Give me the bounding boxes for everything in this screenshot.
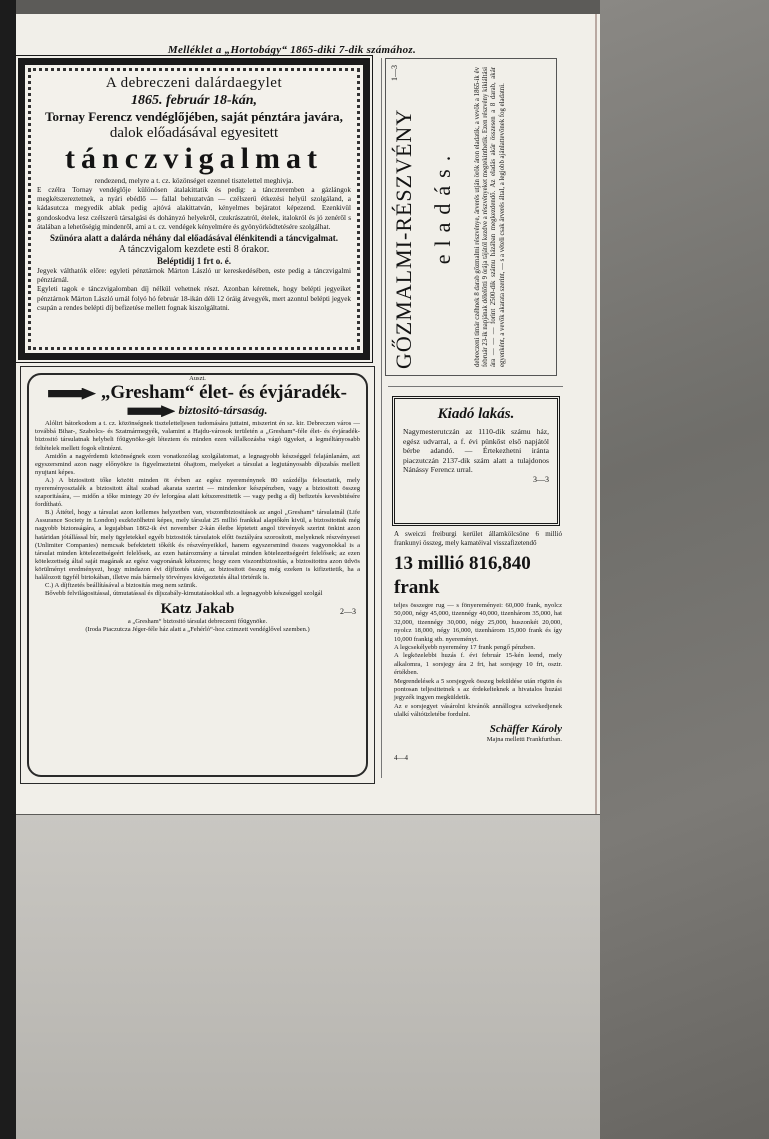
dalarda-paragraph-3: Egyleti tagok e tánczvigalomban díj nélkül vehetnek részt. Azonban kéretnek, hogy belépti jegyeiket pénztárnok Márton László urnál folyó hó február 18-ikán déli 12 óráig átvegyék, mert azontul belépti jegyek csupán a rendes belépti díj befizetése mellett fognak kiszolgáltatni. — [37, 285, 351, 313]
gresham-subtitle: biztositó-társaság. — [178, 403, 268, 417]
gozmalmi-ad — [385, 58, 557, 376]
scan-background — [600, 0, 769, 1139]
gresham-paragraph-6: Bővebb felvilágositással, útmutatással és díjszabály-kimutatásokkal stb. a legnagyobb készséggel szolgál — [45, 590, 323, 598]
sorsjegy-signature: Schäffer Károly — [489, 722, 562, 735]
sorsjegy-min-prize: A legcsekélyebb nyeremény 17 frank pengő pénzben. — [394, 644, 536, 652]
gresham-title: „Gresham“ élet- és évjáradék- — [100, 382, 347, 403]
gresham-issue-number: 2—3 — [340, 607, 356, 617]
gresham-ad — [20, 366, 375, 784]
kiado-lakas-ad — [392, 396, 560, 526]
gozmalmi-title: GŐZMALMI-RÉSZVÉNY — [391, 108, 416, 369]
sorsjegy-draw: A legközelebbi huzás f. évi február 15-kén leend, mely alkalomra, 1 sorsjegy ára 2 frt, hat sorsjegy 10 frt, osztr. értékben. — [394, 652, 562, 677]
gresham-body — [35, 420, 360, 598]
gresham-paragraph-3: A.) A biztositott tőke között minden öt évben az egész nyereménynek 80 százdélja felosztatik, mely nyereményosztalék a biztositott által szabad akarata szerint — mindenkor készpénzben, vagy a biztositott összeg szaporitására, — midőn a tőke mintegy 20 év leforgása alatt kétszeresittetik — vagy pedig a díj befizetés kevesbitésére fordítható. — [35, 476, 360, 509]
sorsjegy-address: Majna melletti Frankfurtban. — [486, 735, 562, 743]
lakas-title: Kiadó lakás. — [437, 406, 515, 422]
dalarda-paragraph-2: Jegyek válthatók előre: egyleti pénztárnok Márton László ur kereskedésében, este pedig a tánczvigalmi pénztárnál. — [37, 266, 351, 285]
sorsjegy-headline: 13 millió 816,840 frank — [394, 553, 531, 598]
sorsjegy-intro: A sweiczi freiburgi kerület államkölcsöne 6 millió frankunyi összeg, mely kamatéival visszafizetendő — [394, 530, 562, 547]
sorsjegy-orders: Megrendelések a 5 sorsjegyek összeg beküldése után rögtön és pontosan teljesittetnek s az érdekelteknek a hivatalos huzási jegyzék ingyen megküldetik. — [394, 677, 562, 702]
gresham-role: a „Gresham“ biztositó társulat debreczeni főügynöke. — [127, 618, 268, 626]
scan-left-edge — [0, 0, 16, 1139]
gresham-paragraph-1: Alólirt bátorkodom a t. cz. közönségnek tiszteletteljesen tudomására juttatni, miszerint én sz. kir. Debreczen város — továbbá Bihar-, Szabolcs- és Szatmármegyék, valamint a Hajdu-városok területén a „Gresham“-féle élet- és évjáradék-biztositó társulatnak helybeli főügynöke-gét léteztem és minden ezen vállalkozásba vágó ügyeket, a legméltányosabb feltételek mellett fogok elintézni. — [35, 420, 360, 452]
dalarda-date: 1865. február 18-kán, — [130, 93, 257, 108]
gozmalmi-subtitle: eladás. — [430, 147, 455, 265]
gresham-kicker: Auszt. — [189, 375, 206, 382]
gresham-paragraph-2: Amidőn a nagyérdemü közönségnek ezen vonatkozólag szolgálatomat, a legnagyobb készséggel felajánlanám, azt egyszersmind azon nagy előnyökre is figyelmeztetni óhajtom, melyeket a társulat a legjutányosabb díjszabás mellett nyujtani képes. — [35, 452, 360, 476]
scan-bottom-area — [16, 815, 600, 1139]
sorsjegy-ad — [394, 530, 562, 770]
dalarda-line-4: dalok előadásával egyesitett — [109, 125, 279, 141]
dalarda-entry-fee: Beléptidij 1 frt o. é. — [157, 255, 231, 266]
dalarda-venue: Tornay Ferencz vendéglőjében, saját pénztára javára, — [45, 109, 343, 124]
gresham-paragraph-4: B.) Áttétel, hogy a társulat azon kellemes helyzetben van, viszontbiztositások az angol „Gresham“ társulatnál (Life Assurance Society in London) eszközölhetni képes, mely társulat 25 millió frankkal alaptőkén kivül, a biztositottak még nagyobb biztonságára, a legujabban 1862-ik évi november 2-kán életbe léptetett angol törvények szerint önkint azon határidan jótállással bír, mely ügyletekkel egyéb biztositók társulatok előtt ösztályára szorosított, melyeknek részvényesei (Unlimiter Companies) nemcsak befektetett tőkéik és részvényeikkel, hanem egyszersmind összes vagyonokkal is a társulat minden kötelezettségeért felelősek, az ezen határozmány a társulat minden kötelezettségeért felelősek; az ezen kötelezettség által saját magának az egész vagyonának kétszeres; hogy ezen viszontbiztositás, a biztositottra azon üdvös körülményt eredményezi, hogy mindazon évi díjfizetés után, az biztositott összeg még ezeken is kifizettetik, ha a halálozott ügyfél birtokában, illetve más bármely törvényes kivégeztetés által történik is. — [35, 509, 360, 582]
dalarda-line-1: A debreczeni dalárdaegylet — [105, 75, 283, 91]
dalarda-invite: rendezend, melyre a t. cz. közönséget ezennel tisztelettel meghivja. — [94, 176, 294, 185]
page-header: Melléklet a „Hortobágy“ 1865-diki 7-dik számához. — [167, 44, 417, 56]
pointing-hand-icon — [48, 388, 96, 400]
sorsjegy-prizes: teljes összegre rug — s fönyereményei: 60,000 frank, nyolcz 50,000, négy 45,000, tizennégy 40,000, tizenhárom 35,000, hat 32,000, tizennégy 30,000, négy 25,000, huszonkét 20,000, nyolcz 18,000, négy 16,000, tizenhárom 15,000 frank és így 10,000 frankig stb. nyereményt. — [394, 602, 562, 643]
lakas-issue-number: 3—3 — [533, 474, 549, 484]
gozmalmi-issue-number: 1—3 — [390, 65, 399, 81]
dalarda-paragraph-1: E czélra Tornay vendéglője különösen átalakittatik és pedig: a tánczteremben a gázlángok megkétszereztetnek, a nyári ebédlő — fallal behuzatván — czélszerü étkezési helyül szolgáland, a kádasutcza megyedik ablak pedig ajtóvá alakittatván, kényelmes bejáratot képezend. Ezenkivül gondoskodva lesz czélszerü társalgási és dohányzó helyekről, czukrászatról, ételek, italokról és jó zenéről s átalában a lehetőségig mindenről, ami a t. cz. vendégek kényelmére és gyönyörködtetésére szolgálhat. — [37, 185, 351, 232]
sorsjegy-issue-number: 4—4 — [394, 754, 408, 762]
pointing-hand-icon — [127, 405, 175, 417]
gresham-address: (Iroda Piaczutcza Jéger-féle ház alatt a „Fehérló“-hoz czimzett vendéglővel szemben.) — [85, 626, 310, 634]
section-rule — [388, 386, 563, 387]
dalarda-intermission: Szünóra alatt a dalárda néhány dal előadásával élénkitendi a táncvigalmat. — [49, 232, 339, 243]
lakas-body: Nagymesterutczán az 1110-dik számu ház, egész udvarral, a f. évi pünkőst első napjától bérbe adandó. — Értekezhetni iránta piaczutczán 2137-dik szám alatt a tulajdonos Nánássy Ferencz urral. — [403, 427, 549, 475]
dalarda-start-time: A tánczvigalom kezdete esti 8 órakor. — [118, 243, 270, 255]
column-rule — [381, 58, 382, 778]
dalarda-headline: tánczvigalmat — [65, 142, 323, 175]
dalarda-ad — [18, 58, 370, 360]
gresham-signature: Katz Jakab — [160, 601, 235, 618]
gozmalmi-body: debreczeni timár czéhnek 8 darab gőzmalmi részvénye, árverés utján örök áron eladatik, a vevők a 1865-ik év február 23-ik napjának délelőtti 9 órája tájától kezdve a részvényeket megtekinthetik. Ezen részvény kikiáltási ára — — — forint 2500-dik számu házában megkezdendő. Az eladás akár összesen a 8 darab, akár egyenként, a vevők akarata szerint, — s a vételi csak árverés által, a legjobb ajánlattevőnek fog eladatni. — [474, 67, 506, 367]
sorsjegy-note: Az e sorsjegyet vásárolni kivánók annállogva szivekedjenek ulalkí váltóüzletébe fordulni. — [394, 702, 562, 719]
page-edge-mark — [595, 14, 597, 814]
gresham-paragraph-5: C.) A díjfizetés beállításával a biztositás meg nem szünik. — [45, 582, 197, 590]
